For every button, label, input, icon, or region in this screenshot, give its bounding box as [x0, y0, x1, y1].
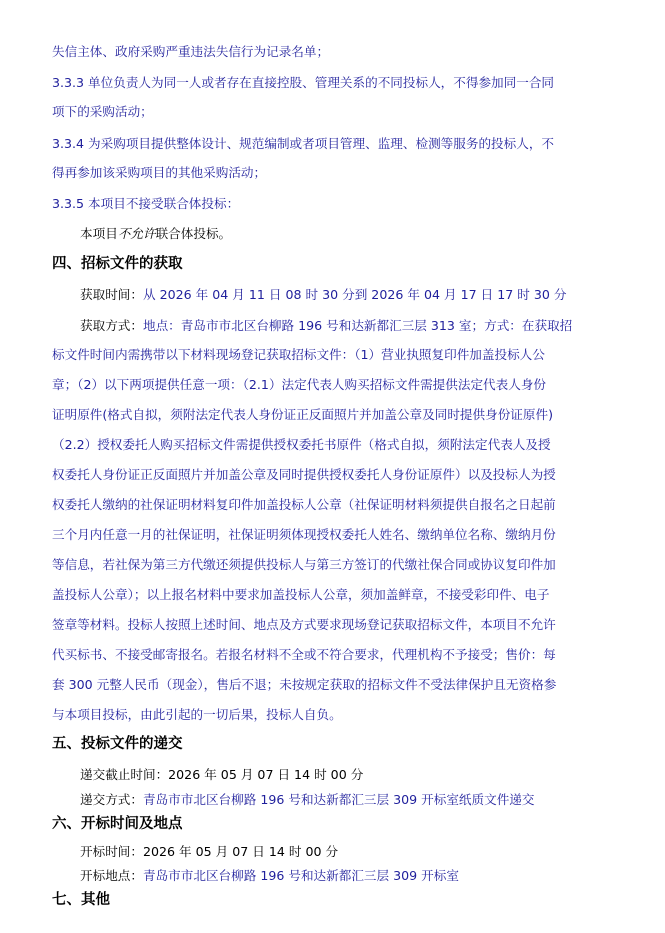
open-time-value: 2026 年 05 月 07 日 14 时 00 分: [142, 844, 339, 859]
text-line: 权委托人缴纳的社保证明材料复印件加盖投标人公章（社保证明材料须提供自报名之日起前: [52, 497, 556, 512]
text-line: 失信主体、政府采购严重违法失信行为记录名单；: [52, 44, 330, 59]
consortium-post: 联合体投标。: [155, 226, 232, 241]
text-line: 3.3.5 本项目不接受联合体投标：: [52, 196, 240, 211]
text-line: 等信息，若社保为第三方代缴还须提供投标人与第三方签订的代缴社保合同或协议复印件加: [52, 557, 556, 572]
text-line: （2.2）授权委托人购买招标文件需提供授权委托书原件（格式自拟，须附法定代表人及授: [52, 437, 551, 452]
submit-deadline-value: 2026 年 05 月 07 日 14 时 00 分: [168, 767, 364, 782]
text-line: 三个月内任意一月的社保证明，社保证明须体现授权委托人姓名、缴纳单位名称、缴纳月份: [52, 527, 556, 542]
text-line: 代买标书、不接受邮寄报名。若报名材料不全或不符合要求，代理机构不予接受；售价：每: [52, 647, 556, 662]
text-line: 证明原件(格式自拟，须附法定代表人身份证正反面照片并加盖公章及同时提供身份证原件): [52, 407, 553, 422]
text-line: 项下的采购活动；: [52, 104, 153, 119]
consortium-pre: 本项目: [80, 226, 118, 241]
consortium-line: [80, 225, 612, 243]
acquire-time-line: [80, 286, 612, 304]
text-line: 权委托人身份证正反面照片并加盖公章及同时提供授权委托人身份证原件）以及投标人为授: [52, 467, 556, 482]
open-place-label: 开标地点：: [80, 868, 143, 883]
section-heading: 四、招标文件的获取: [52, 256, 183, 272]
submit-method-label: 递交方式：: [80, 792, 143, 807]
submit-method-line: [80, 791, 612, 809]
text-line: 3.3.3 单位负责人为同一人或者存在直接控股、管理关系的不同投标人，不得参加同一合同: [52, 75, 555, 90]
text-line: 签章等材料。投标人按照上述时间、地点及方式要求现场登记获取招标文件，本项目不允许: [52, 617, 556, 632]
section-heading: 七、其他: [52, 892, 110, 908]
text-line: 得再参加该采购项目的其他采购活动；: [52, 165, 267, 180]
text-line: 与本项目投标，由此引起的一切后果，投标人自负。: [52, 707, 342, 722]
open-place-value: 青岛市市北区台柳路 196 号和达新都汇三层 309 开标室: [142, 868, 459, 883]
submit-deadline-line: [80, 766, 612, 784]
text-line: 套 300 元整人民币（现金），售后不退；未按规定获取的招标文件不受法律保护且无资格参: [52, 677, 557, 692]
consortium-value: 不允许: [117, 226, 156, 241]
section-heading: 六、开标时间及地点: [52, 816, 183, 832]
text-line: 3.3.4 为采购项目提供整体设计、规范编制或者项目管理、监理、检测等服务的投标人，不: [52, 136, 555, 151]
acquire-time-label: 获取时间：: [80, 287, 143, 302]
text-line: 章；（2）以下两项提供任意一项：（2.1）法定代表人购买招标文件需提供法定代表人身份: [52, 377, 547, 392]
acquire-method-text: 地点：青岛市市北区台柳路 196 号和达新都汇三层 313 室；方式：在获取招: [142, 318, 573, 333]
acquire-method-line: [80, 317, 612, 335]
acquire-time-value: 从 2026 年 04 月 11 日 08 时 30 分到 2026 年 04 月 17 日 17 时 30 分: [142, 287, 567, 302]
section-heading: 五、投标文件的递交: [52, 736, 183, 752]
submit-method-value: 青岛市市北区台柳路 196 号和达新都汇三层 309 开标室纸质文件递交: [142, 792, 535, 807]
open-time-line: [80, 843, 612, 861]
text-line: 盖投标人公章）；以上报名材料中要求加盖投标人公章，须加盖鲜章，不接受彩印件、电子: [52, 587, 550, 602]
open-place-line: [80, 867, 612, 885]
text-line: 标文件时间内需携带以下材料现场登记获取招标文件：（1）营业执照复印件加盖投标人公: [52, 347, 545, 362]
acquire-method-label: 获取方式：: [80, 318, 143, 333]
submit-deadline-label: 递交截止时间：: [80, 767, 169, 782]
open-time-label: 开标时间：: [80, 844, 143, 859]
